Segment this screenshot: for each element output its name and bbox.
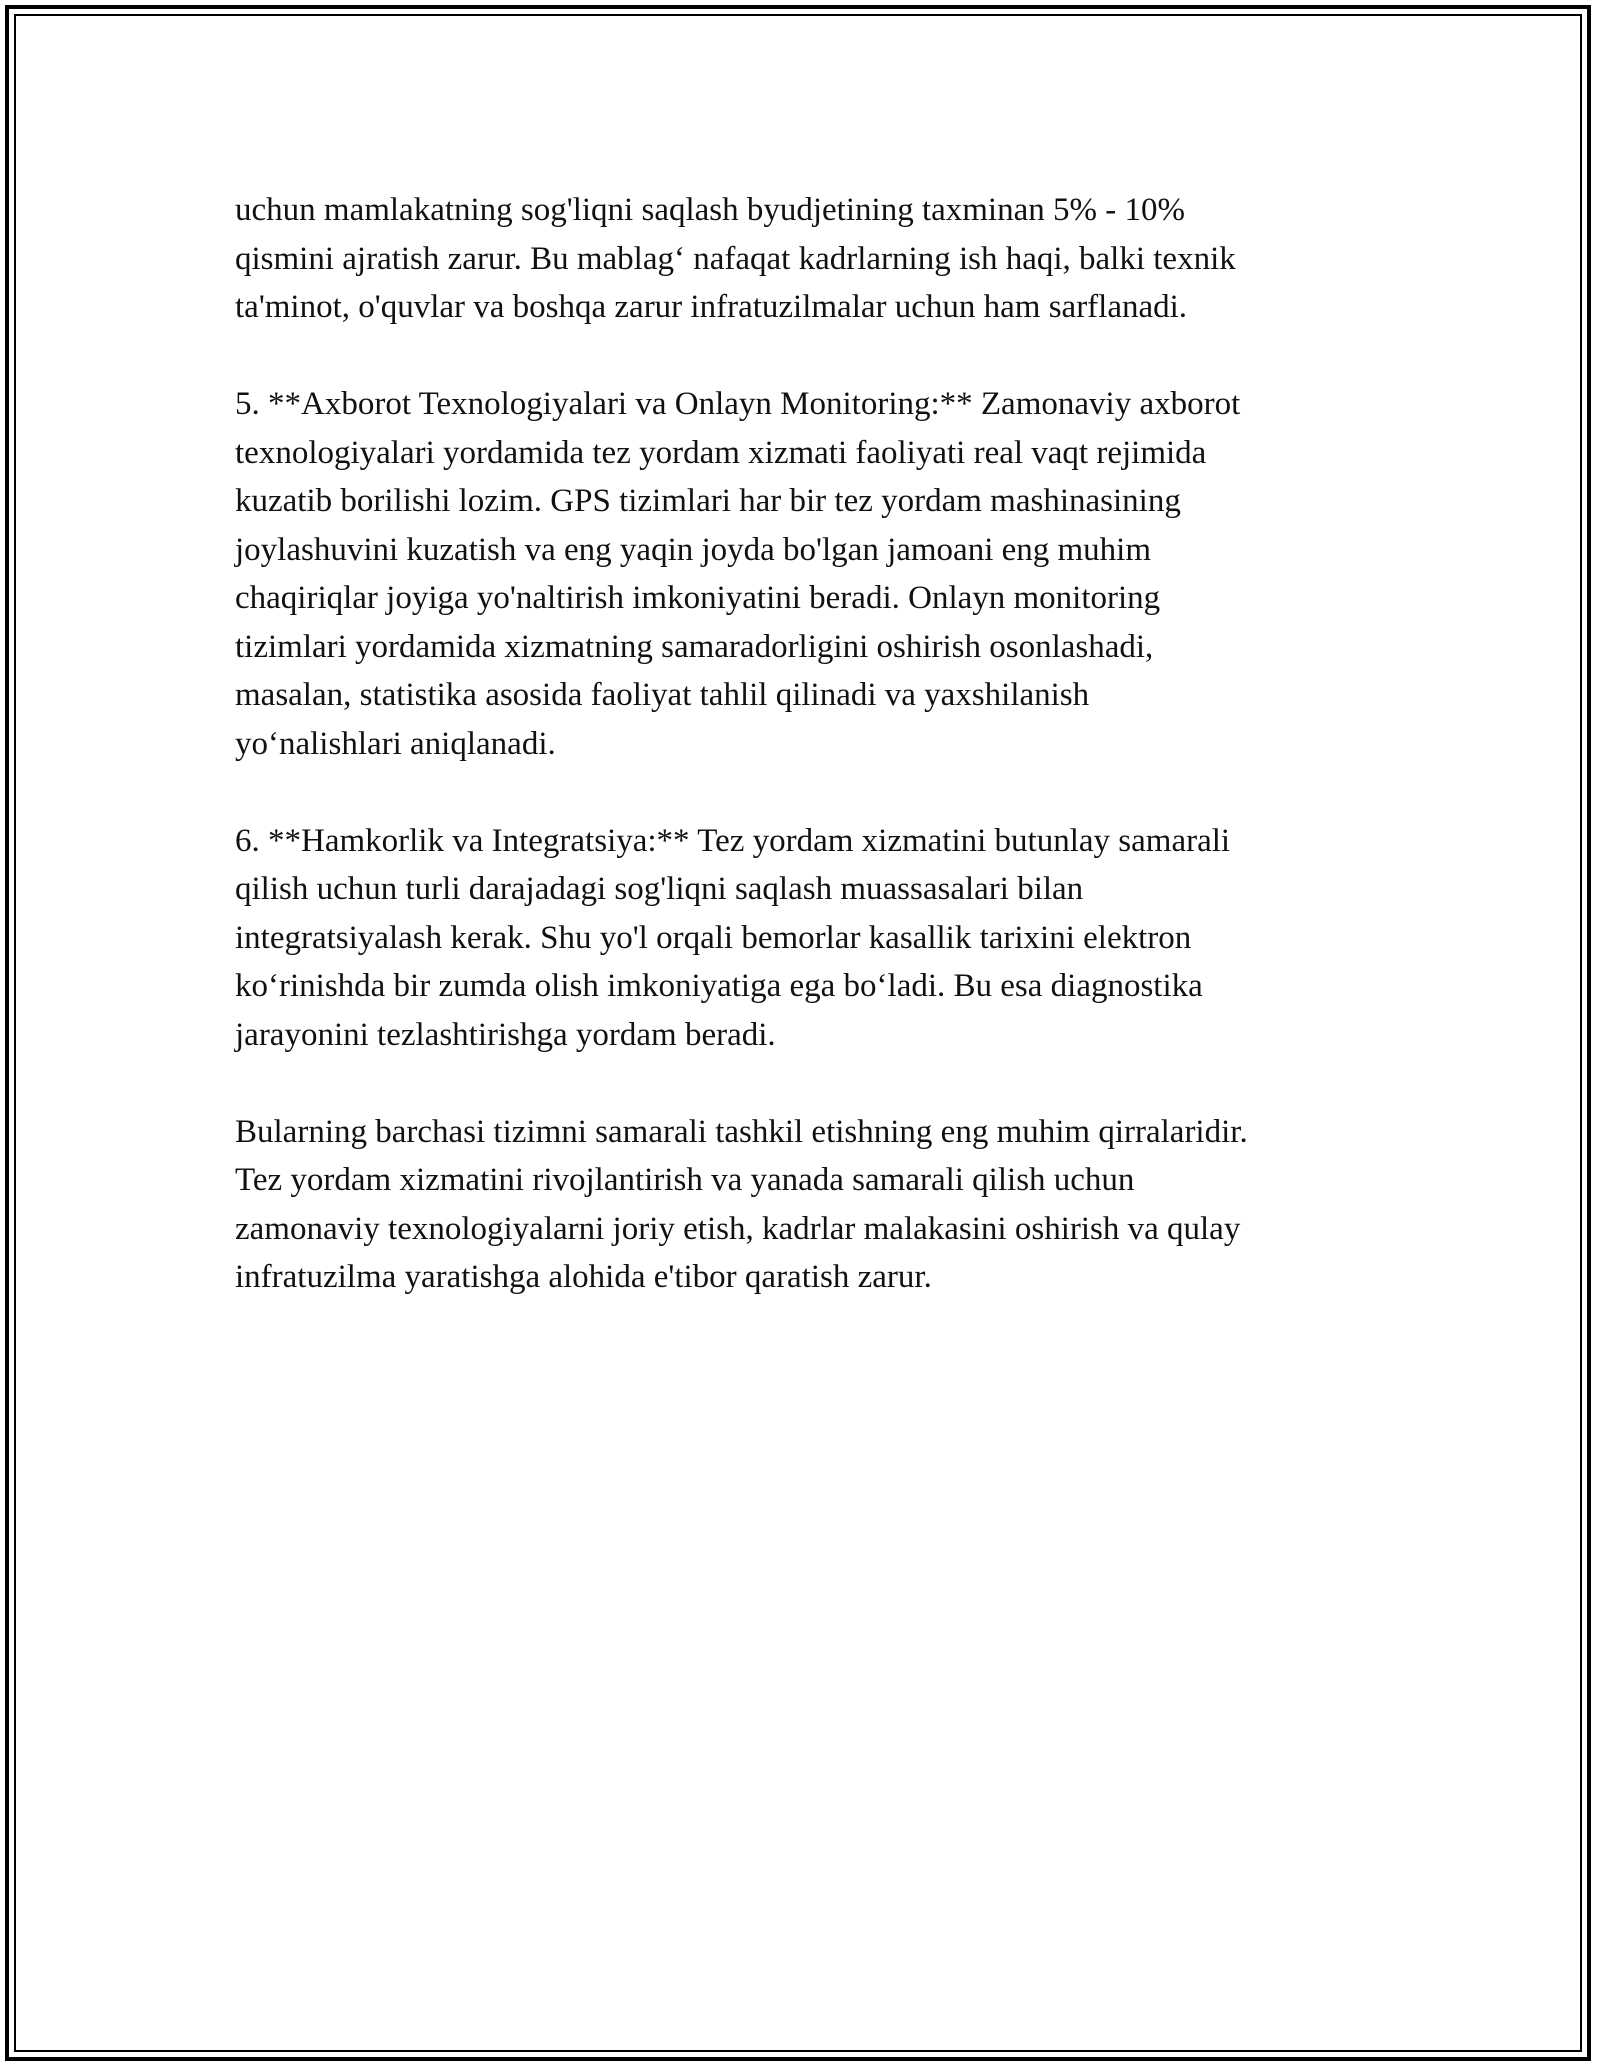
paragraph-conclusion: Bularning barchasi tizimni samarali tashkil etishning eng muhim qirralaridir. Tez yordam xizmatini rivojlantirish va yanada samarali qilish uchun zamonaviy texnologiyalarni joriy etish, kadrlar malakasini oshirish va qulay infratuzilma yaratishga alohida e'tibor qaratish zarur. bbox=[235, 1113, 1248, 1295]
paragraph-cooperation-integration: 6. **Hamkorlik va Integratsiya:** Tez yordam xizmatini butunlay samarali qilish uchun turli darajadagi sog'liqni saqlash muassasalari bilan integratsiyalash kerak. Shu yo'l orqali bemorlar kasallik tarixini elektron ko‘rinishda bir zumda olish imkoniyatiga ega bo‘ladi. Bu esa diagnostika jarayonini tezlashtirishga yordam beradi. bbox=[235, 822, 1231, 1053]
paragraph-budget: uchun mamlakatning sog'liqni saqlash byudjetining taxminan 5% - 10% qismini ajratish zarur. Bu mablag‘ nafaqat kadrlarning ish haqi, balki texnik ta'minot, o'quvlar va boshqa zarur infratuzilmalar uchun ham sarflanadi. bbox=[235, 192, 1236, 325]
paragraph-it-monitoring: 5. **Axborot Texnologiyalari va Onlayn Monitoring:** Zamonaviy axborot texnologiyalari yordamida tez yordam xizmati faoliyati real vaqt rejimida kuzatib borilishi lozim. GPS tizimlari har bir tez yordam mashinasining joylashuvini kuzatish va eng yaqin joyda bo'lgan jamoani eng muhim chaqiriqlar joyiga yo'naltirish imkoniyatini beradi. Onlayn monitoring tizimlari yordamida xizmatning samaradorligini oshirish osonlashadi, masalan, statistika asosida faoliyat tahlil qilinadi va yaxshilanish yo‘nalishlari aniqlanadi. bbox=[235, 386, 1241, 762]
document-body bbox=[235, 186, 1375, 1302]
